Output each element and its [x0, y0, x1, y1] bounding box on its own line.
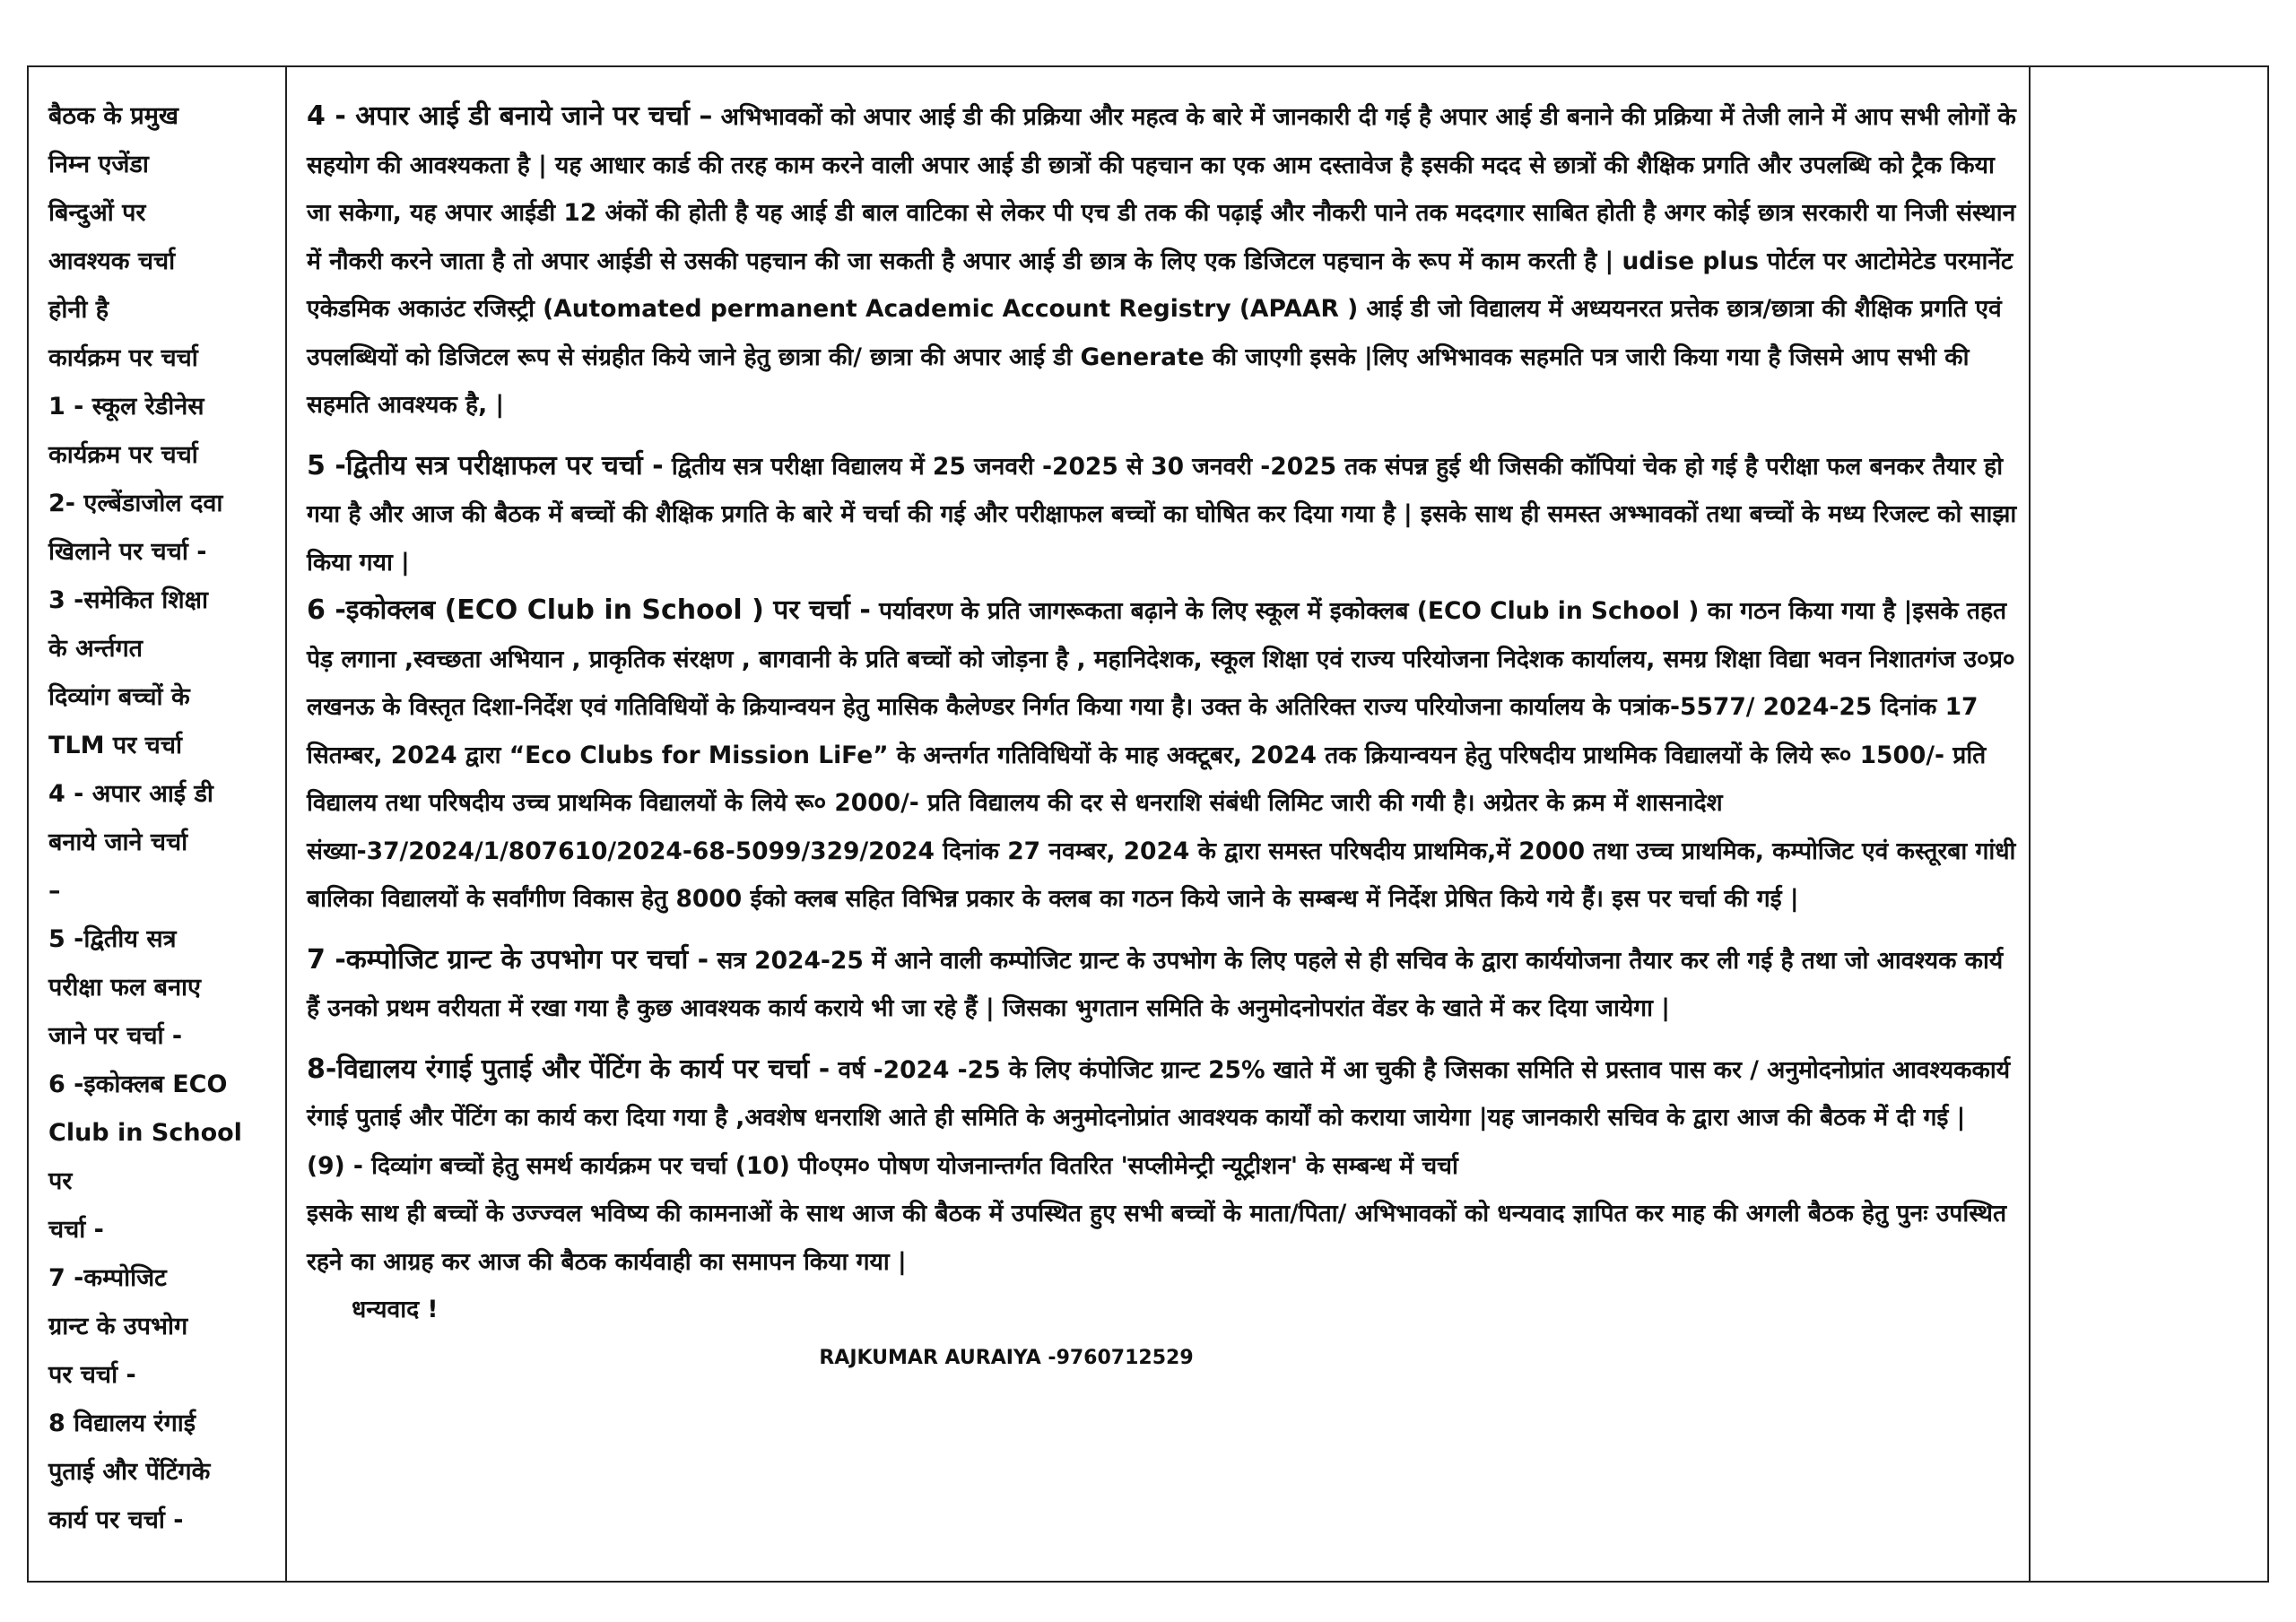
agenda-line: TLM पर चर्चा	[48, 732, 182, 759]
agenda-line: 7 -कम्पोजिट	[48, 1264, 167, 1292]
agenda-line: ग्रान्ट के उपभोग	[48, 1313, 188, 1340]
agenda-line: परीक्षा फल बनाए	[48, 974, 201, 1002]
section-body: पर्यावरण के प्रति जागरूकता बढ़ाने के लिए स्कूल में इकोक्लब (ECO Club in School ) का गठन किया गया है |इसके तहत पेड़ लगाना ,स्वच्छता अभियान , प्राकृतिक संरक्षण , बागवानी के प्रति बच्चों को जोड़ना है , महानिदेशक, स्कूल शिक्षा एवं राज्य परियोजना निदेशक कार्यालय, समग्र शिक्षा विद्या भवन निशातगंज उ०प्र० लखनऊ के विस्तृत दिशा-निर्देश एवं गतिविधियों के क्रियान्वयन हेतु मासिक कैलेण्डर निर्गत किया गया है। उक्त के अतिरिक्त राज्य परियोजना कार्यालय के पत्रांक-5577/ 2024-25 दिनांक 17 सितम्बर, 2024 द्वारा “Eco Clubs for Mission LiFe” के अन्तर्गत गतिविधियों के माह अक्टूबर, 2024 तक क्रियान्वयन हेतु परिषदीय प्राथमिक विद्यालयों के लिये रू० 1500/- प्रति विद्यालय तथा परिषदीय उच्च प्राथमिक विद्यालयों के लिये रू० 2000/- प्रति विद्यालय की दर से धनराशि संबंधी लिमिट जारी की गयी है। अग्रेतर के क्रम में शासनादेश संख्या-37/2024/1/807610/2024-68-5099/329/2024 दिनांक 27 नवम्बर, 2024 के द्वारा समस्त परिषदीय प्राथमिक,में 2000 तथा उच्च प्राथमिक, कम्पोजिट एवं कस्तूरबा गांधी बालिका विद्यालयों के सर्वांगीण विकास हेतु 8000 ईको क्लब सहित विभिन्न प्रकार के क्लब का गठन किये जाने के सम्बन्ध में निर्देश प्रेषित किये गये हैं। इस पर चर्चा की गई |	[307, 597, 2016, 913]
agenda-line: 3 -समेकित शिक्षा	[48, 586, 209, 614]
agenda-line: 5 -द्वितीय सत्र	[48, 925, 177, 953]
agenda-line: 8 विद्यालय रंगाई	[48, 1409, 196, 1437]
agenda-line: चर्चा -	[48, 1216, 104, 1244]
section-eco-club	[307, 586, 2020, 924]
agenda-line: पुताई और पेंटिंगके	[48, 1458, 211, 1486]
agenda-line: कार्यक्रम पर चर्चा	[48, 344, 198, 372]
section-heading: 8-विद्यालय रंगाई पुताई और पेंटिंग के कार्य पर चर्चा -	[307, 1053, 831, 1085]
agenda-line: कार्यक्रम पर चर्चा	[48, 441, 198, 469]
agenda-line: होनी है	[48, 296, 109, 324]
agenda-line: 1 - स्कूल रेडीनेस	[48, 393, 204, 421]
section-body: सत्र 2024-25 में आने वाली कम्पोजिट ग्रान्ट के उपभोग के लिए पहले से ही सचिव के द्वारा कार्ययोजना तैयार कर ली गई है तथा जो आवश्यक कार्य हैं उनको प्रथम वरीयता में रखा गया है कुछ आवश्यक कार्य कराये भी जा रहे हैं | जिसका भुगतान समिति के अनुमोदनोपरांत वेंडर के खाते में कर दिया जायेगा |	[307, 946, 2004, 1022]
signature: RAJKUMAR AURAIYA -9760712529	[819, 1346, 1194, 1369]
section-heading: 6 -इकोक्लब (ECO Club in School ) पर चर्चा -	[307, 594, 871, 626]
section-body: द्वितीय सत्र परीक्षा विद्यालय में 25 जनवरी -2025 से 30 जनवरी -2025 तक संपन्न हुई थी जिसकी कॉपियां चेक हो गई है परीक्षा फल बनकर तैयार हो गया है और आज की बैठक में बच्चों की शैक्षिक प्रगति के बारे में चर्चा की गई और परीक्षाफल बच्चों का घोषित कर दिया गया है | इसके साथ ही समस्त अभ्भावकों तथा बच्चों के मध्य रिजल्ट को साझा किया गया |	[307, 452, 2017, 577]
agenda-line: कार्य पर चर्चा -	[48, 1506, 184, 1534]
agenda-line: आवश्यक चर्चा	[48, 247, 176, 275]
items-9-10: (9) - दिव्यांग बच्चों हेतु समर्थ कार्यक्रम पर चर्चा (10) पी०एम० पोषण योजनान्तर्गत वितरित 'सप्लीमेन्ट्री न्यूट्रीशन' के सम्बन्ध में चर्चा	[307, 1151, 1458, 1180]
agenda-line: बैठक के प्रमुख	[48, 102, 178, 130]
column-divider-left	[285, 67, 287, 1581]
section-body: वर्ष -2024 -25 के लिए कंपोजिट ग्रान्ट 25% खाते में आ चुकी है जिसका समिति से प्रस्ताव पास कर / अनुमोदनोप्रांत आवश्यककार्य रंगाई पुताई और पेंटिंग का कार्य करा दिया गया है ,अवशेष धनराशि आते ही समिति के अनुमोदनोप्रांत आवश्यक कार्यों को कराया जायेगा |यह जानकारी सचिव के द्वारा आज की बैठक में दी गई |	[307, 1055, 2011, 1132]
section-exam-result	[307, 442, 2020, 587]
section-apaar	[307, 92, 2020, 429]
agenda-line: बिन्दुओं पर	[48, 199, 146, 227]
agenda-line: पर चर्चा -	[48, 1361, 136, 1389]
agenda-line: Club in School पर	[48, 1119, 242, 1195]
agenda-line: जाने पर चर्चा -	[48, 1022, 183, 1050]
agenda-line: –	[48, 877, 61, 905]
section-body: अभिभावकों को अपार आई डी की प्रक्रिया और महत्व के बारे में जानकारी दी गई है अपार आई डी बनाने की प्रक्रिया में तेजी लाने में आप सभी लोगों के सहयोग की आवश्यकता है | यह आधार कार्ड की तरह काम करने वाली अपार आई डी छात्रों की पहचान का एक आम दस्तावेज है इसकी मदद से छात्रों की शैक्षिक प्रगति और उपलब्धि को ट्रैक किया जा सकेगा, यह अपार आईडी 12 अंकों की होती है यह आई डी बाल वाटिका से लेकर पी एच डी तक की पढ़ाई और नौकरी पाने तक मददगार साबित होती है अगर कोई छात्र सरकारी या निजी संस्थान में नौकरी करने जाता है तो अपार आईडी से उसकी पहचान की जा सकती है अपार आई डी छात्र के लिए एक डिजिटल पहचान के रूप में काम करती है | udise plus पोर्टल पर आटोमेटेड परमानेंट एकेडमिक अकाउंट रजिस्ट्री (Automated permanent Academic Account Registry (APAAR ) आई डी जो विद्यालय में अध्ययनरत प्रत्तेक छात्र/छात्रा की शैक्षिक प्रगति एवं उपलब्धियों को डिजिटल रूप से संग्रहीत किये जाने हेतु छात्रा की/ छात्रा की अपार आई डी Generate की जाएगी इसके |लिए अभिभावक सहमति पत्र जारी किया गया है जिसमे आप सभी की सहमति आवश्यक है, |	[307, 103, 2016, 419]
agenda-line: 2- एल्बेंडाजोल दवा	[48, 490, 223, 517]
agenda-line: के अर्न्तगत	[48, 635, 144, 663]
agenda-line: खिलाने पर चर्चा -	[48, 538, 207, 566]
thanks-text: धन्यवाद !	[352, 1296, 439, 1323]
agenda-line: 6 -इकोक्लब ECO	[48, 1071, 228, 1098]
minutes-table	[27, 65, 2269, 1583]
section-heading: 5 -द्वितीय सत्र परीक्षाफल पर चर्चा -	[307, 449, 664, 481]
section-composite-grant	[307, 936, 2020, 1033]
agenda-line: 4 - अपार आई डी	[48, 780, 213, 808]
section-heading: 7 -कम्पोजिट ग्रान्ट के उपभोग पर चर्चा -	[307, 943, 709, 976]
agenda-line: बनाये जाने चर्चा	[48, 828, 188, 856]
column-divider-right	[2029, 67, 2031, 1581]
section-painting	[307, 1045, 2020, 1142]
agenda-line: निम्न एजेंडा	[48, 151, 149, 178]
closing-text: इसके साथ ही बच्चों के उज्ज्वल भविष्य की कामनाओं के साथ आज की बैठक में उपस्थित हुए सभी बच्चों के माता/पिता/ अभिभावकों को धन्यवाद ज्ञापित कर माह की अगली बैठक हेतु पुनः उपस्थित रहने का आग्रह कर आज की बैठक कार्यवाही का समापन किया गया |	[307, 1200, 2007, 1276]
discussion-column	[307, 92, 2020, 1382]
section-heading: 4 - अपार आई डी बनाये जाने पर चर्चा –	[307, 100, 713, 132]
agenda-line: दिव्यांग बच्चों के	[48, 683, 190, 711]
agenda-column	[48, 92, 273, 1545]
